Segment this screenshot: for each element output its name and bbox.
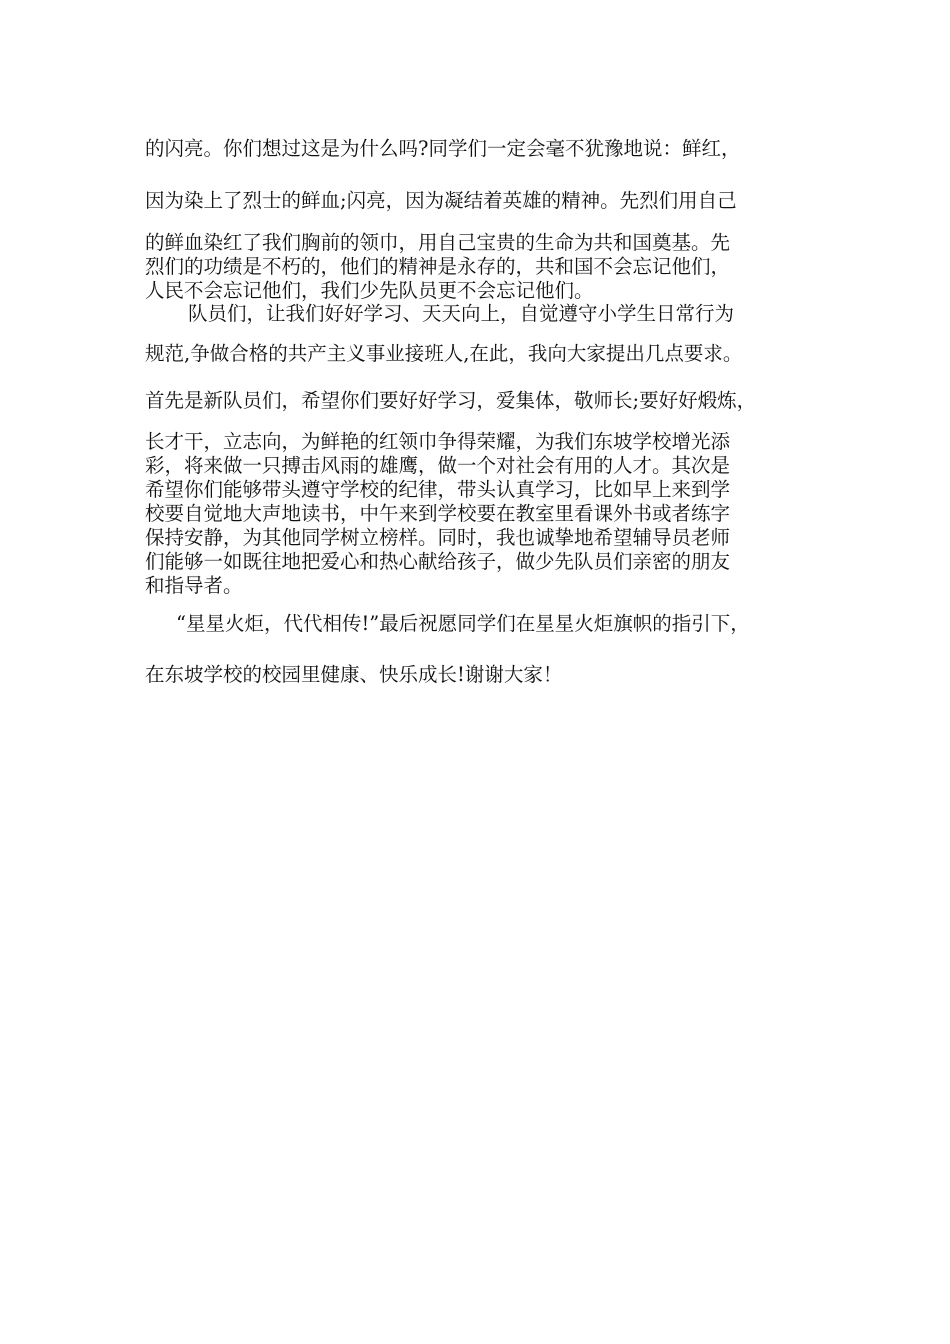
text-line: 首先是新队员们，希望你们要好好学习，爱集体，敬师长;要好好煅炼， bbox=[145, 389, 757, 412]
text-line: 人民不会忘记他们，我们少先队员更不会忘记他们。 bbox=[145, 279, 594, 302]
text-line: 保持安静，为其他同学树立榜样。同时，我也诚挚地希望辅导员老师 bbox=[145, 526, 731, 549]
text-line: 烈们的功绩是不朽的，他们的精神是永存的，共和国不会忘记他们， bbox=[145, 255, 731, 278]
text-line: 在东坡学校的校园里健康、快乐成长!谢谢大家！ bbox=[145, 663, 563, 686]
text-line: 长才干，立志向，为鲜艳的红领巾争得荣耀，为我们东坡学校增光添 bbox=[145, 430, 731, 453]
text-line: 们能够一如既往地把爱心和热心献给孩子，做少先队员们亲密的朋友 bbox=[145, 550, 731, 573]
text-line: 希望你们能够带头遵守学校的纪律，带头认真学习，比如早上来到学 bbox=[145, 478, 731, 501]
text-line: 彩，将来做一只搏击风雨的雄鹰，做一个对社会有用的人才。其次是 bbox=[145, 454, 731, 477]
text-line: 队员们，让我们好好学习、天天向上，自觉遵守小学生日常行为 bbox=[188, 302, 735, 325]
text-line: 因为染上了烈士的鲜血;闪亮，因为凝结着英雄的精神。先烈们用自己 bbox=[145, 189, 737, 212]
text-line: “星星火炬，代代相传!”最后祝愿同学们在星星火炬旗帜的指引下， bbox=[176, 612, 750, 635]
text-line: 的闪亮。你们想过这是为什么吗?同学们一定会毫不犹豫地说：鲜红， bbox=[145, 137, 741, 160]
text-line: 和指导者。 bbox=[145, 574, 243, 597]
text-line: 校要自觉地大声地读书，中午来到学校要在教室里看课外书或者练字 bbox=[145, 502, 731, 525]
text-line: 规范,争做合格的共产主义事业接班人,在此，我向大家提出几点要求。 bbox=[145, 342, 743, 365]
text-line: 的鲜血染红了我们胸前的领巾，用自己宝贵的生命为共和国奠基。先 bbox=[145, 231, 731, 254]
